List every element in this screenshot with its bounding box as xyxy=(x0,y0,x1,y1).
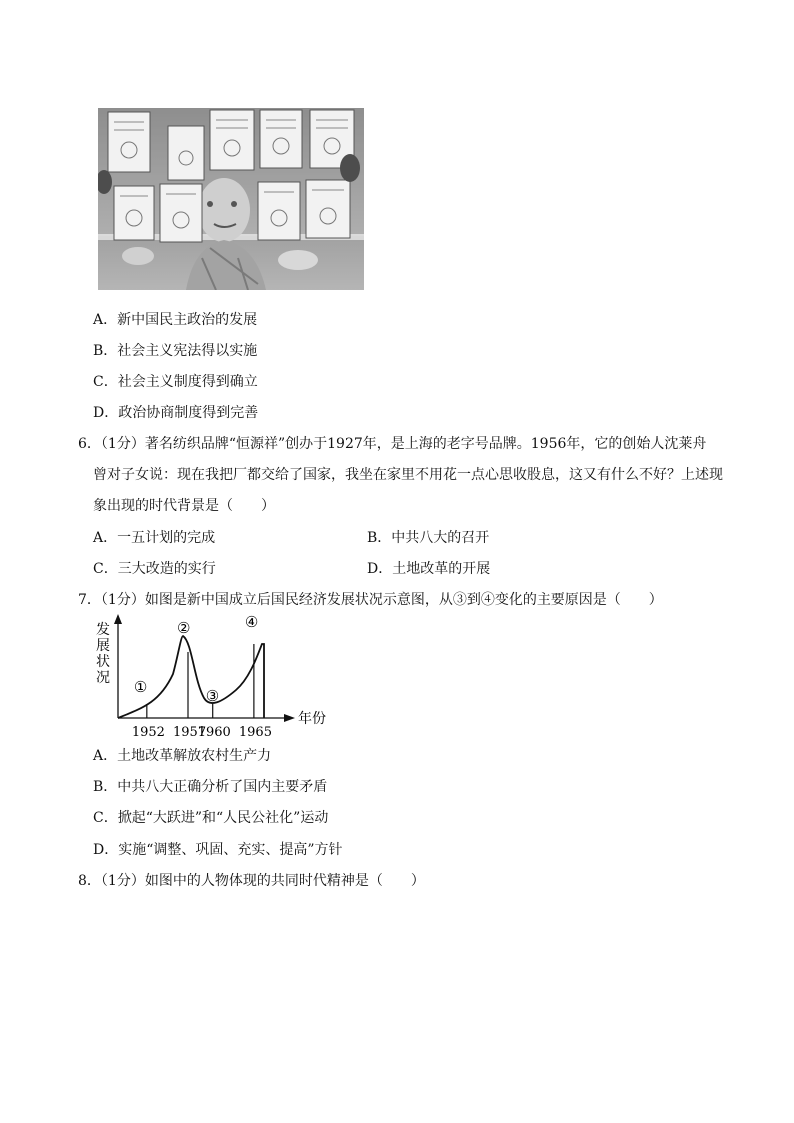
q6-stem-line-3: 象出现的时代背景是（ ） xyxy=(93,498,275,514)
q8-stem: 8．（1分）如图中的人物体现的共同时代精神是（ ） xyxy=(78,873,425,889)
q6-option-b: B．中共八大的召开 xyxy=(367,530,490,546)
x-axis-arrow xyxy=(284,714,295,722)
point-label-1960: ③ xyxy=(205,687,220,705)
point-label-1952: ① xyxy=(133,678,148,696)
q7-option-a: A．土地改革解放农村生产力 xyxy=(93,748,272,764)
x-tick-label-1952: 1952 xyxy=(131,725,165,740)
x-tick-label-1960: 1960 xyxy=(197,725,231,740)
q7-option-c: C．掀起“大跃进”和“人民公社化”运动 xyxy=(93,810,329,826)
economy-development-chart xyxy=(88,612,338,742)
q5-option-b: B．社会主义宪法得以实施 xyxy=(93,343,258,359)
elector-cards-photo xyxy=(98,108,364,290)
q6-option-a: A．一五计划的完成 xyxy=(93,530,216,546)
y-axis-label-char-4: 况 xyxy=(96,670,110,686)
point-label-1965: ④ xyxy=(244,613,259,631)
q6-option-c: C．三大改造的实行 xyxy=(93,561,216,577)
y-axis-label-char-2: 展 xyxy=(96,638,110,654)
y-axis-arrow xyxy=(114,614,122,624)
q6-stem-line-1: 6．（1分）著名纺织品牌“恒源祥”创办于1927年，是上海的老字号品牌。1956年，它的创始人沈莱舟 xyxy=(78,436,707,452)
x-tick-label-1965: 1965 xyxy=(238,725,272,740)
x-tick-label-1957: 1957 xyxy=(173,725,207,740)
q5-option-d: D．政治协商制度得到完善 xyxy=(93,405,259,421)
q6-option-d: D．土地改革的开展 xyxy=(367,561,491,577)
q6-stem-line-2: 曾对子女说：现在我把厂都交给了国家，我坐在家里不用花一点心思收股息，这又有什么不好？上述现 xyxy=(93,467,723,483)
q5-option-c: C．社会主义制度得到确立 xyxy=(93,374,258,390)
q5-option-a: A．新中国民主政治的发展 xyxy=(93,312,258,328)
y-axis-label-char-3: 状 xyxy=(96,654,110,670)
point-label-1957: ② xyxy=(177,619,191,637)
y-axis-label-char-1: 发 xyxy=(96,622,110,638)
photo-illustration xyxy=(98,108,364,290)
q7-option-d: D．实施“调整、巩固、充实、提高”方针 xyxy=(93,842,343,858)
trend-curve xyxy=(118,636,264,718)
q7-option-b: B．中共八大正确分析了国内主要矛盾 xyxy=(93,779,328,795)
x-axis-label: 年份 xyxy=(298,711,326,727)
chart-svg xyxy=(88,612,338,742)
q7-stem: 7．（1分）如图是新中国成立后国民经济发展状况示意图，从③到④变化的主要原因是（ ） xyxy=(78,592,663,608)
